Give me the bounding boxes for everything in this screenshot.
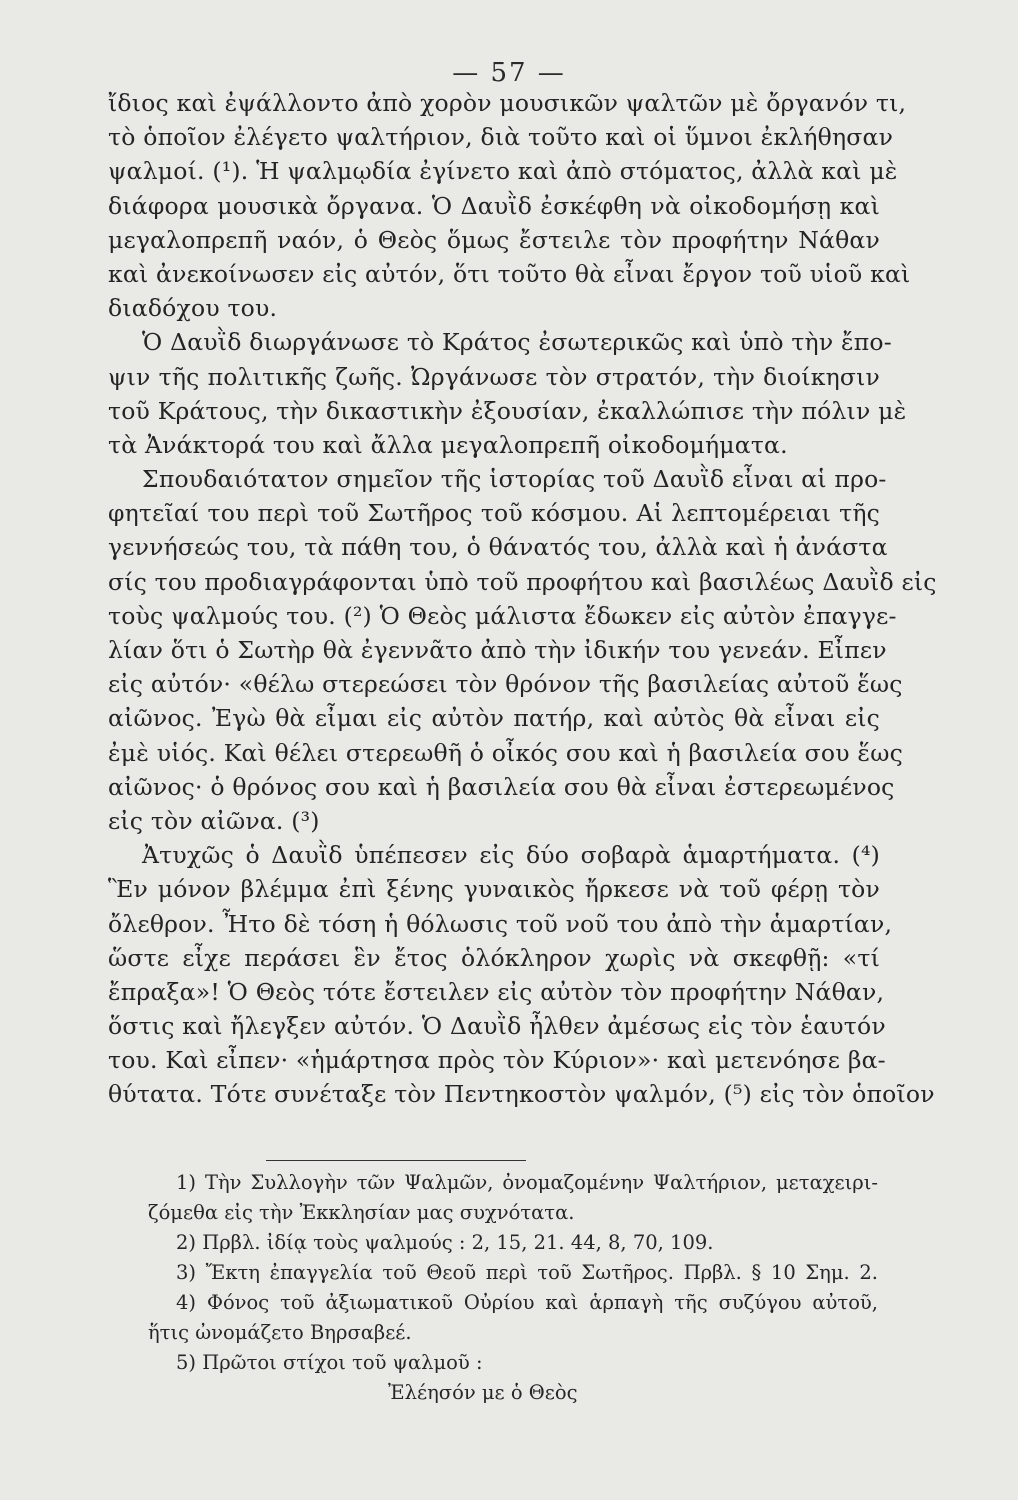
text-line: Ἓν μόνον βλέμμα ἐπὶ ξένης γυναικὸς ἤρκεσε νὰ τοῦ φέρῃ τὸν bbox=[108, 875, 880, 904]
text-line: σίς του προδιαγράφονται ὑπὸ τοῦ προφήτου καὶ βασιλέως Δαυῒδ εἰς bbox=[108, 567, 937, 596]
footnote-line: Ἐλέησόν με ὁ Θεὸς bbox=[388, 1381, 578, 1404]
text-line: τοὺς ψαλμούς του. (²) Ὁ Θεὸς μάλιστα ἔδωκεν εἰς αὐτὸν ἐπαγγε- bbox=[108, 601, 897, 630]
footnote-line: 2) Πρβλ. ἰδίᾳ τοὺς ψαλμούς : 2, 15, 21. 44, 8, 70, 109. bbox=[176, 1231, 714, 1254]
text-line: Σπουδαιότατον σημεῖον τῆς ἱστορίας τοῦ Δαυῒδ εἶναι αἱ προ- bbox=[142, 465, 887, 494]
text-line: ἴδιος καὶ ἐψάλλοντο ἀπὸ χορὸν μουσικῶν ψαλτῶν μὲ ὄργανόν τι, bbox=[108, 89, 907, 117]
text-line: φητεῖαί του περὶ τοῦ Σωτῆρος τοῦ κόσμου. Αἱ λεπτομέρειαι τῆς bbox=[108, 499, 880, 528]
text-line: διαδόχου του. bbox=[108, 294, 278, 323]
text-line: τοῦ Κράτους, τὴν δικαστικὴν ἐξουσίαν, ἐκαλλώπισε τὴν πόλιν μὲ bbox=[108, 396, 907, 425]
main-text bbox=[108, 86, 937, 1112]
footnote-line: ζόμεθα εἰς τὴν Ἐκκλησίαν μας συχνότατα. bbox=[148, 1201, 575, 1224]
text-line: εἰς τὸν αἰῶνα. (³) bbox=[108, 806, 320, 835]
footnote-line: 3) Ἔκτη ἐπαγγελία τοῦ Θεοῦ περὶ τοῦ Σωτῆρος. Πρβλ. § 10 Σημ. 2. bbox=[176, 1261, 878, 1284]
text-line: αἰῶνος. Ἐγὼ θὰ εἶμαι εἰς αὐτὸν πατήρ, καὶ αὐτὸς θὰ εἶναι εἰς bbox=[108, 704, 880, 733]
text-line: του. Καὶ εἶπεν· «ἡμάρτησα πρὸς τὸν Κύριον»· καὶ μετενόησε βα- bbox=[108, 1046, 886, 1075]
text-line: ὄλεθρον. Ἦτο δὲ τόση ἡ θόλωσις τοῦ νοῦ του ἀπὸ τὴν ἁμαρτίαν, bbox=[108, 909, 893, 938]
text-line: αἰῶνος· ὁ θρόνος σου καὶ ἡ βασιλεία σου θὰ εἶναι ἐστερεωμένος bbox=[108, 772, 895, 801]
footnote-separator bbox=[266, 1160, 526, 1161]
text-line: ἔπραξα»! Ὁ Θεὸς τότε ἔστειλεν εἰς αὐτὸν τὸν προφήτην Νάθαν, bbox=[108, 977, 885, 1006]
text-line: ἐμὲ υἱός. Καὶ θέλει στερεωθῆ ὁ οἶκός σου καὶ ἡ βασιλεία σου ἕως bbox=[108, 738, 903, 767]
text-line: ὥστε εἶχε περάσει ἓν ἔτος ὁλόκληρον χωρὶς νὰ σκεφθῇ: «τί bbox=[108, 943, 880, 972]
text-line: ψιν τῆς πολιτικῆς ζωῆς. Ὠργάνωσε τὸν στρατόν, τὴν διοίκησιν bbox=[108, 362, 880, 391]
text-line: ὅστις καὶ ἤλεγξεν αὐτόν. Ὁ Δαυῒδ ἦλθεν ἀμέσως εἰς τὸν ἑαυτόν bbox=[108, 1012, 886, 1041]
footnote-line: 4) Φόνος τοῦ ἀξιωματικοῦ Οὐρίου καὶ ἁρπαγὴ τῆς συζύγου αὐτοῦ, bbox=[176, 1291, 878, 1314]
text-line: τὸ ὁποῖον ἐλέγετο ψαλτήριον, διὰ τοῦτο καὶ οἱ ὕμνοι ἐκλήθησαν bbox=[108, 123, 894, 152]
footnote-line: 1) Τὴν Συλλογὴν τῶν Ψαλμῶν, ὀνομαζομένην Ψαλτήριον, μεταχειρι- bbox=[176, 1171, 878, 1194]
text-line: εἰς αὐτόν· «θέλω στερεώσει τὸν θρόνον τῆς βασιλείας αὐτοῦ ἕως bbox=[108, 670, 903, 699]
text-line: γεννήσεώς του, τὰ πάθη του, ὁ θάνατός του, ἀλλὰ καὶ ἡ ἀνάστα bbox=[108, 533, 888, 562]
text-line: θύτατα. Τότε συνέταξε τὸν Πεντηκοστὸν ψαλμόν, (⁵) εἰς τὸν ὁποῖον bbox=[108, 1080, 935, 1109]
text-line: Ὁ Δαυῒδ διωργάνωσε τὸ Κράτος ἐσωτερικῶς καὶ ὑπὸ τὴν ἔπο- bbox=[142, 328, 892, 357]
page-number: — 57 — bbox=[452, 58, 566, 88]
footnote-line: 5) Πρῶτοι στίχοι τοῦ ψαλμοῦ : bbox=[176, 1351, 483, 1374]
text-line: ψαλμοί. (¹). Ἡ ψαλμῳδία ἐγίνετο καὶ ἀπὸ στόματος, ἀλλὰ καὶ μὲ bbox=[108, 157, 898, 186]
footnotes bbox=[148, 1168, 878, 1408]
text-line: διάφορα μουσικὰ ὄργανα. Ὁ Δαυῒδ ἐσκέφθη νὰ οἰκοδομήσῃ καὶ bbox=[108, 191, 880, 220]
text-line: μεγαλοπρεπῆ ναόν, ὁ Θεὸς ὅμως ἔστειλε τὸν προφήτην Νάθαν bbox=[108, 225, 880, 254]
text-line: καὶ ἀνεκοίνωσεν εἰς αὐτόν, ὅτι τοῦτο θὰ εἶναι ἔργον τοῦ υἱοῦ καὶ bbox=[108, 259, 911, 288]
text-line: λίαν ὅτι ὁ Σωτὴρ θὰ ἐγεννᾶτο ἀπὸ τὴν ἰδικήν του γενεάν. Εἶπεν bbox=[108, 636, 887, 664]
text-line: Ἀτυχῶς ὁ Δαυῒδ ὑπέπεσεν εἰς δύο σοβαρὰ ἁμαρτήματα. (⁴) bbox=[142, 841, 880, 870]
footnote-line: ἥτις ὠνομάζετο Βηρσαβεέ. bbox=[148, 1321, 412, 1344]
text-line: τὰ Ἀνάκτορά του καὶ ἄλλα μεγαλοπρεπῆ οἰκοδομήματα. bbox=[108, 430, 788, 459]
